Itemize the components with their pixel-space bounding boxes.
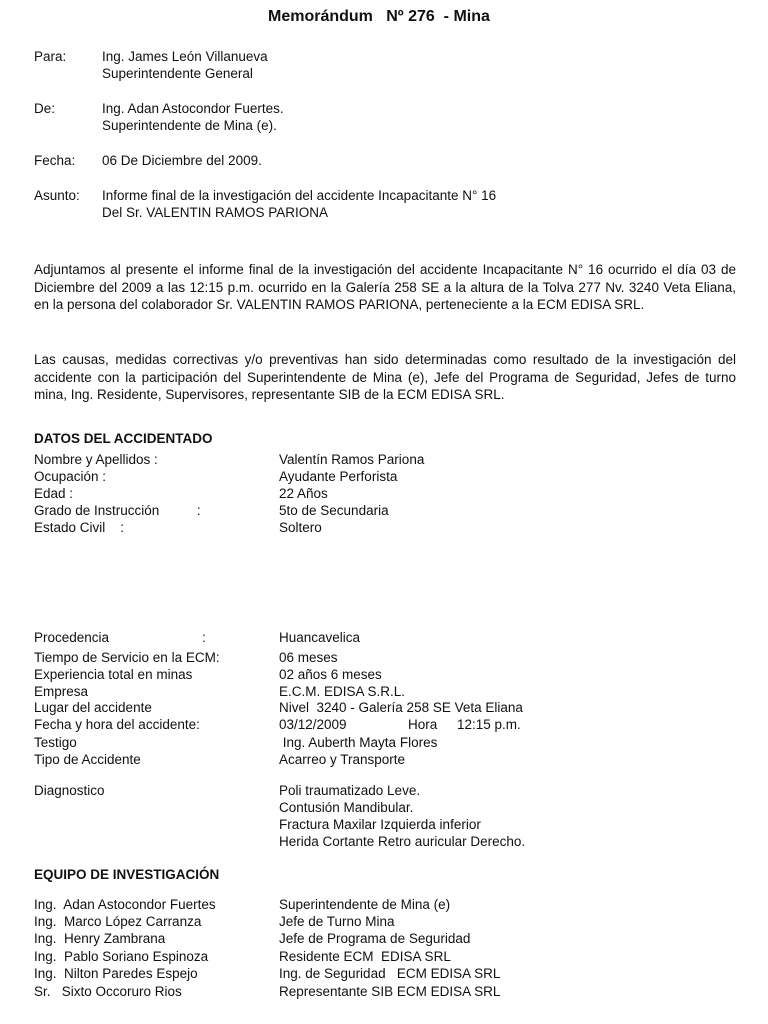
diagnostico-line: Fractura Maxilar Izquierda inferior <box>279 817 481 832</box>
accident-time: 12:15 p.m. <box>457 717 521 732</box>
diagnostico-label: Diagnostico <box>34 783 105 798</box>
diagnostico-line: Herida Cortante Retro auricular Derecho. <box>279 834 526 849</box>
datos-value: Nivel 3240 - Galería 258 SE Veta Eliana <box>279 700 523 715</box>
datos-label: Estado Civil : <box>34 520 125 535</box>
asunto-line1: Informe final de la investigación del accidente Incapacitante N° 16 <box>102 188 497 203</box>
member-name: Ing. Nilton Paredes Espejo <box>34 966 198 981</box>
datos-value: Acarreo y Transporte <box>279 752 406 767</box>
datos-value: Valentín Ramos Pariona <box>279 452 425 467</box>
datos-value: 22 Años <box>279 486 328 501</box>
de-name: Ing. Adan Astocondor Fuertes. <box>102 101 284 116</box>
intro-paragraph: Adjuntamos al presente el informe final de la investigación del accidente Incapacitante N° 16 ocurrido el día 03 de Diciembre del 2009 a las 12:15 p.m. ocurrido en la Galería 258 SE a la altura de la Tolva 277 Nv. 3240 Veta Eliana, en la persona del colaborador Sr. VALENTIN RAMOS PARIONA, perteneciente a la ECM EDISA SRL. <box>34 262 736 312</box>
member-name: Ing. Adan Astocondor Fuertes <box>34 897 216 912</box>
hora-label: Hora <box>408 717 438 732</box>
diagnostico-line: Contusión Mandibular. <box>279 800 414 815</box>
member-role: Residente ECM EDISA SRL <box>279 949 451 964</box>
datos-label: Lugar del accidente <box>34 700 152 715</box>
datos-value: Ayudante Perforista <box>279 469 398 484</box>
datos-label: Experiencia total en minas <box>34 667 193 682</box>
para-role: Superintendente General <box>102 66 253 81</box>
accident-date: 03/12/2009 <box>279 717 347 732</box>
fecha-value: 06 De Diciembre del 2009. <box>102 153 262 168</box>
datos-label: Tiempo de Servicio en la ECM: <box>34 650 220 665</box>
para-name: Ing. James León Villanueva <box>102 49 268 64</box>
datos-label: Empresa <box>34 684 89 699</box>
datos-value: 5to de Secundaria <box>279 503 389 518</box>
procedencia-colon: : <box>202 630 206 645</box>
datos-value: 02 años 6 meses <box>279 667 382 682</box>
asunto-label: Asunto: <box>34 188 80 203</box>
member-role: Representante SIB ECM EDISA SRL <box>279 984 501 999</box>
equipo-heading: EQUIPO DE INVESTIGACIÓN <box>34 867 220 882</box>
member-name: Sr. Sixto Occoruro Rios <box>34 984 182 999</box>
de-role: Superintendente de Mina (e). <box>102 118 277 133</box>
member-role: Jefe de Programa de Seguridad <box>279 931 471 946</box>
datos-heading: DATOS DEL ACCIDENTADO <box>34 431 213 446</box>
datos-value: Soltero <box>279 520 322 535</box>
member-role: Superintendente de Mina (e) <box>279 897 451 912</box>
datos-label: Edad : <box>34 486 74 501</box>
para-label: Para: <box>34 49 67 64</box>
member-name: Ing. Marco López Carranza <box>34 914 202 929</box>
datos-label: Testigo <box>34 735 77 750</box>
fecha-label: Fecha: <box>34 153 76 168</box>
procedencia-value: Huancavelica <box>279 630 361 645</box>
de-label: De: <box>34 101 56 116</box>
fecha-hora-label: Fecha y hora del accidente: <box>34 717 200 732</box>
member-name: Ing. Henry Zambrana <box>34 931 166 946</box>
datos-label: Tipo de Accidente <box>34 752 141 767</box>
diagnostico-line: Poli traumatizado Leve. <box>279 783 421 798</box>
member-role: Ing. de Seguridad ECM EDISA SRL <box>279 966 501 981</box>
datos-value: 06 meses <box>279 650 338 665</box>
member-name: Ing. Pablo Soriano Espinoza <box>34 949 209 964</box>
datos-value: Ing. Auberth Mayta Flores <box>279 735 438 750</box>
datos-label: Grado de Instrucción : <box>34 503 201 518</box>
causes-paragraph: Las causas, medidas correctivas y/o preventivas han sido determinadas como resultado de la investigación del accidente con la participación del Superintendente de Mina (e), Jefe del Programa de Seguridad, Jefes de turno mina, Ing. Residente, Supervisores, representante SIB de la ECM EDISA SRL. <box>34 352 736 402</box>
datos-label: Ocupación : <box>34 469 107 484</box>
asunto-line2: Del Sr. VALENTIN RAMOS PARIONA <box>102 205 329 220</box>
datos-value: E.C.M. EDISA S.R.L. <box>279 684 406 699</box>
datos-label: Nombre y Apellidos : <box>34 452 158 467</box>
procedencia-label: Procedencia <box>34 630 110 645</box>
member-role: Jefe de Turno Mina <box>279 914 395 929</box>
memo-title: Memorándum Nº 276 - Mina <box>268 8 490 25</box>
